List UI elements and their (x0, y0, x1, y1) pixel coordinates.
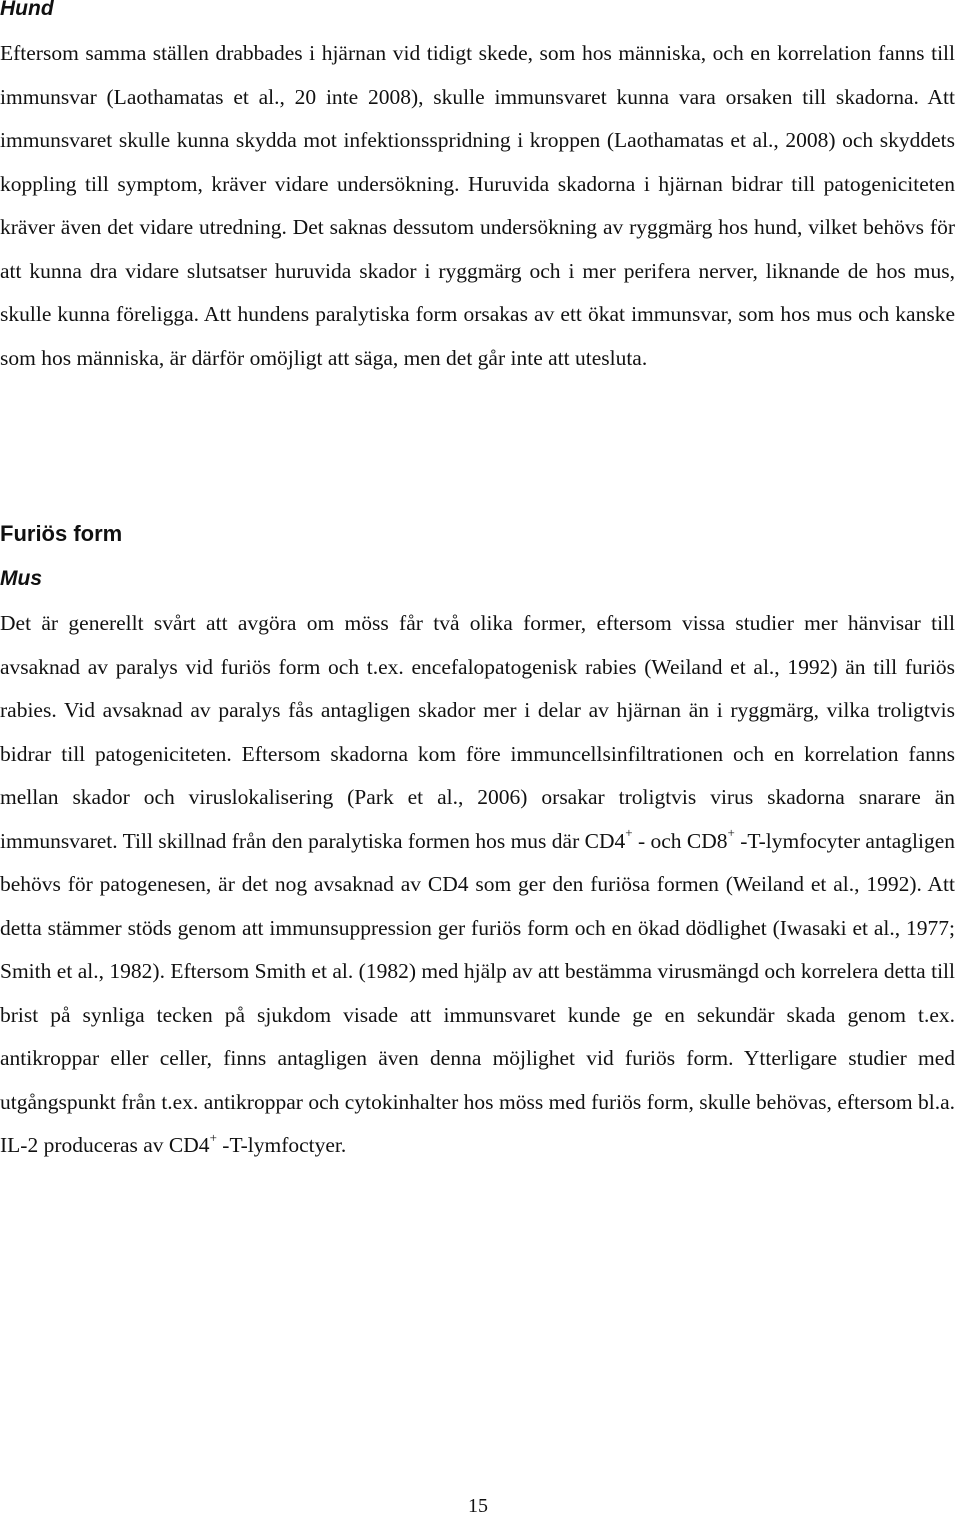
paragraph-text-1: Det är generellt svårt att avgöra om möss får två olika former, eftersom vissa studier mer hänvisar till avsaknad av paralys vid furiös form och t.ex. encefalopatogenisk rabies (Weiland et al., 1992) än till furiös rabies. Vid avsaknad av paralys fås antagligen skador mer i delar av hjärnan än i ryggmärg, vilka troligtvis bidrar till patogeniciteten. Eftersom skadorna kom före immuncellsinfiltrationen och en korrelation fanns mellan skador och viruslokalisering (Park et al., 2006) orsakar troligtvis virus skadorna snarare än immunsvaret. Till skillnad från den paralytiska formen hos mus där CD4 (0, 611, 955, 853)
superscript-plus-2: + (727, 825, 735, 841)
superscript-plus-1: + (625, 825, 633, 841)
paragraph-hund: Eftersom samma ställen drabbades i hjärnan vid tidigt skede, som hos människa, och en korrelation fanns till immunsvar (Laothamatas et al., 20 inte 2008), skulle immunsvaret kunna vara orsaken till skadorna. Att immunsvaret skulle kunna skydda mot infektionsspridning i kroppen (Laothamatas et al., 2008) och skyddets koppling till symptom, kräver vidare undersökning. Huruvida skadorna i hjärnan bidrar till patogeniciteten kräver även det vidare utredning. Det saknas dessutom undersökning av ryggmärg hos hund, vilket behövs för att kunna dra vidare slutsatser huruvida skador i ryggmärg och i mer perifera nerver, liknande de hos mus, skulle kunna föreligga. Att hundens paralytiska form orsakas av ett ökat immunsvar, som hos mus och kanske som hos människa, är därför omöjligt att säga, men det går inte att utesluta. (0, 41, 955, 370)
paragraph-text-4: -T-lymfoctyer. (216, 1133, 347, 1157)
paragraph-text-3: -T-lymfocyter antagligen behövs för patogenesen, är det nog avsaknad av CD4 som ger den furiösa formen (Weiland et al., 1992). Att detta stämmer stöds genom att immunsuppression ger furiös form och en ökad dödlighet (Iwasaki et al., 1977; Smith et al., 1982). Eftersom Smith et al. (1982) med hjälp av att bestämma virusmängd och korrelera detta till brist på synliga tecken på sjukdom visade att immunsvaret kunde ge en sekundär skada genom t.ex. antikroppar eller celler, finns antagligen även denna möjlighet vid furiös form. Ytterligare studier med utgångspunkt från t.ex. antikroppar och cytokinhalter hos möss med furiös form, skulle behövas, eftersom bl.a. IL-2 produceras av CD4 (0, 828, 955, 1157)
paragraph-furios-mus (0, 602, 955, 1168)
heading-hund: Hund (0, 0, 54, 20)
superscript-plus-3: + (209, 1129, 217, 1145)
heading-mus: Mus (0, 567, 42, 590)
heading-furios-form: Furiös form (0, 521, 123, 546)
page-number: 15 (468, 1495, 488, 1517)
paragraph-text-2: - och CD8 (632, 828, 728, 853)
